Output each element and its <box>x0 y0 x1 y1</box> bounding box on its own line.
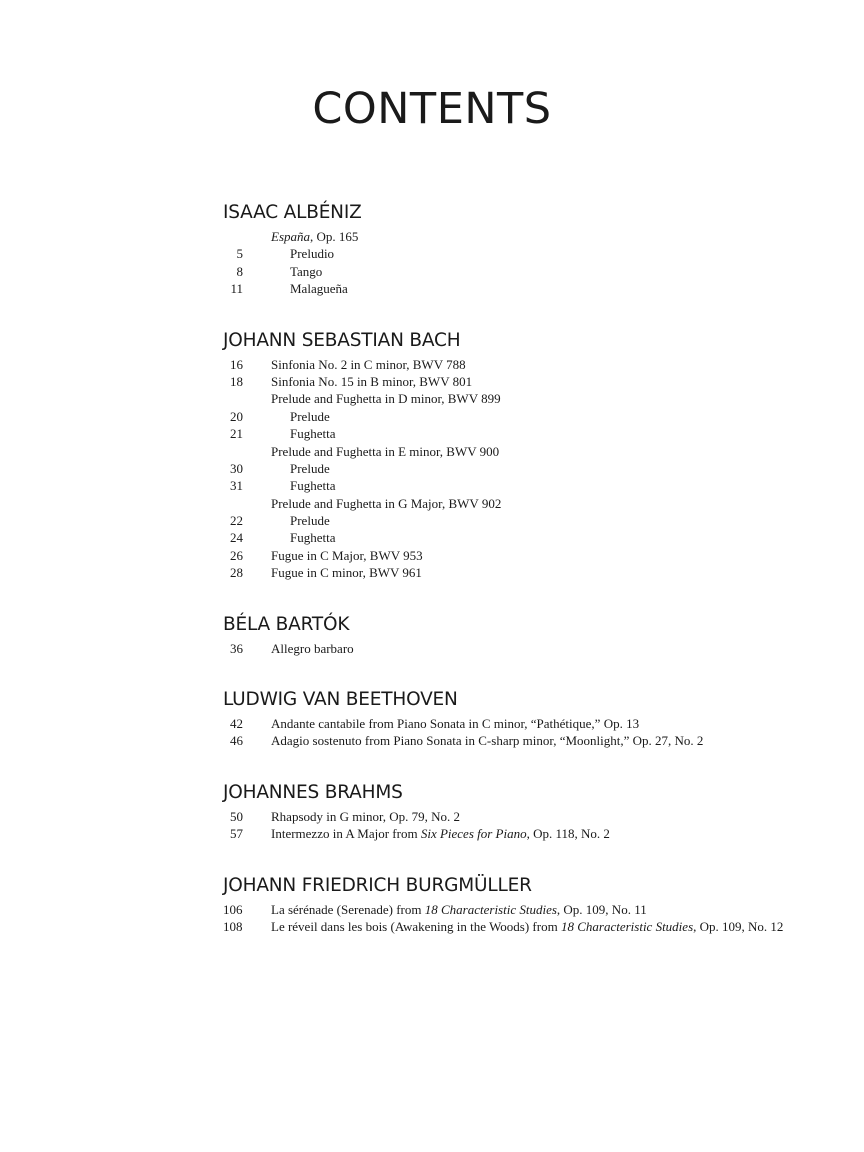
title-text: Fughetta <box>290 530 336 546</box>
toc-entry[interactable] <box>223 425 843 442</box>
italic-title-text: 18 Characteristic Studies <box>560 918 694 934</box>
page-number: 20 <box>230 408 243 424</box>
title-text: Sinfonia No. 2 in C minor, BWV 788 <box>271 356 466 372</box>
entry-title <box>290 245 334 262</box>
toc-entry[interactable] <box>223 732 843 749</box>
title-text: Le réveil dans les bois (Awakening in the Woods) from <box>271 918 561 934</box>
page-number: 5 <box>236 246 243 262</box>
page-number: 31 <box>230 478 243 494</box>
toc-entry[interactable] <box>223 564 843 581</box>
toc-entry[interactable] <box>223 715 843 732</box>
entry-title <box>290 263 322 280</box>
composer-name: LUDWIG VAN BEETHOVEN <box>223 689 458 711</box>
toc-entry[interactable] <box>223 529 843 546</box>
toc-entry[interactable] <box>223 263 843 280</box>
table-of-contents <box>223 200 843 965</box>
toc-entry[interactable] <box>223 547 843 564</box>
title-text: Prelude and Fughetta in E minor, BWV 900 <box>271 443 500 459</box>
entry-title <box>290 408 330 425</box>
toc-entry[interactable] <box>223 356 843 373</box>
toc-entry[interactable] <box>223 228 843 245</box>
page-number <box>223 228 243 245</box>
page-number <box>223 443 243 460</box>
toc-entry[interactable] <box>223 918 843 935</box>
entry-title <box>290 512 330 529</box>
entry-title <box>271 373 472 390</box>
toc-entry[interactable] <box>223 373 843 390</box>
entry-title <box>271 564 422 581</box>
title-text: Adagio sostenuto from Piano Sonata in C-sharp minor, “Moonlight,” Op. 27, No. 2 <box>271 733 704 749</box>
toc-entry[interactable] <box>223 443 843 460</box>
entry-title <box>271 825 610 842</box>
entry-title <box>271 443 499 460</box>
page-number: 30 <box>230 460 243 476</box>
title-text: Tango <box>290 263 323 279</box>
toc-entry[interactable] <box>223 245 843 262</box>
title-text: , Op. 109, No. 11 <box>556 901 647 917</box>
composer-section <box>223 873 843 936</box>
entry-title <box>271 732 703 749</box>
composer-name: JOHANN FRIEDRICH BURGMÜLLER <box>223 874 532 896</box>
page-number: 106 <box>223 901 243 917</box>
title-text: La sérénade (Serenade) from <box>271 901 425 917</box>
page-number: 24 <box>230 530 243 546</box>
toc-entry[interactable] <box>223 460 843 477</box>
title-text: Preludio <box>290 246 335 262</box>
entry-title <box>271 547 423 564</box>
entry-title <box>271 640 354 657</box>
toc-entry[interactable] <box>223 408 843 425</box>
entry-title <box>271 901 647 918</box>
entry-title <box>290 477 336 494</box>
composer-name: JOHANN SEBASTIAN BACH <box>223 329 461 351</box>
entry-title <box>271 390 501 407</box>
page-number: 21 <box>230 426 243 442</box>
title-text: Intermezzo in A Major from <box>271 826 421 842</box>
page-number: 22 <box>230 513 243 529</box>
title-text: Allegro barbaro <box>271 640 354 656</box>
page-number <box>223 390 243 407</box>
entry-title <box>290 460 330 477</box>
entry-title <box>271 918 783 935</box>
page-number: 36 <box>230 640 243 656</box>
composer-name: JOHANNES BRAHMS <box>223 781 403 803</box>
title-text: Prelude <box>290 460 330 476</box>
page-number: 18 <box>230 373 243 389</box>
toc-entry[interactable] <box>223 477 843 494</box>
entry-title <box>271 495 501 512</box>
toc-entry[interactable] <box>223 640 843 657</box>
toc-entry[interactable] <box>223 901 843 918</box>
title-text: Prelude and Fughetta in G Major, BWV 902 <box>271 495 502 511</box>
composer-section <box>223 200 843 298</box>
entry-title <box>290 529 336 546</box>
entry-title <box>290 280 348 297</box>
title-text: Andante cantabile from Piano Sonata in C minor, “Pathétique,” Op. 13 <box>271 716 640 732</box>
page-number: 28 <box>230 565 243 581</box>
title-text: Fughetta <box>290 478 336 494</box>
composer-name: ISAAC ALBÉNIZ <box>223 202 362 223</box>
page-number: 16 <box>230 356 243 372</box>
title-text: Fughetta <box>290 426 336 442</box>
title-text: , Op. 165 <box>310 229 359 244</box>
page-title: CONTENTS <box>312 84 552 134</box>
title-text: Sinfonia No. 15 in B minor, BWV 801 <box>271 373 473 389</box>
page-number: 26 <box>230 547 243 563</box>
toc-entry[interactable] <box>223 825 843 842</box>
page-number: 46 <box>230 733 243 749</box>
page-number: 57 <box>230 826 243 842</box>
title-text: Prelude <box>290 408 330 424</box>
entry-title <box>271 808 460 825</box>
toc-entry[interactable] <box>223 390 843 407</box>
italic-title-text: Six Pieces for Piano <box>420 826 527 842</box>
composer-section <box>223 612 843 657</box>
italic-title-text: España <box>271 229 310 244</box>
composer-name: BÉLA BARTÓK <box>223 613 350 635</box>
composer-section <box>223 687 843 750</box>
toc-entry[interactable] <box>223 808 843 825</box>
title-text: , Op. 109, No. 12 <box>693 918 784 934</box>
toc-entry[interactable] <box>223 495 843 512</box>
page-number: 50 <box>230 808 243 824</box>
page-number: 11 <box>230 281 243 297</box>
entry-title <box>290 425 336 442</box>
title-text: , Op. 118, No. 2 <box>526 826 610 842</box>
page-number: 42 <box>230 716 243 732</box>
title-text: Fugue in C minor, BWV 961 <box>271 565 422 581</box>
title-text: Fugue in C Major, BWV 953 <box>271 547 423 563</box>
composer-section <box>223 780 843 843</box>
title-text: Prelude and Fughetta in D minor, BWV 899 <box>271 391 501 407</box>
entry-title <box>271 715 639 732</box>
title-text: Prelude <box>290 513 330 529</box>
entry-title <box>271 228 358 245</box>
toc-entry[interactable] <box>223 280 843 297</box>
page-number <box>223 495 243 512</box>
page-number: 8 <box>236 263 243 279</box>
toc-entry[interactable] <box>223 512 843 529</box>
entry-title <box>271 356 466 373</box>
composer-section <box>223 328 843 582</box>
title-text: Rhapsody in G minor, Op. 79, No. 2 <box>271 808 461 824</box>
page-number: 108 <box>223 918 243 934</box>
italic-title-text: 18 Characteristic Studies <box>424 901 557 917</box>
title-text: Malagueña <box>290 281 348 297</box>
